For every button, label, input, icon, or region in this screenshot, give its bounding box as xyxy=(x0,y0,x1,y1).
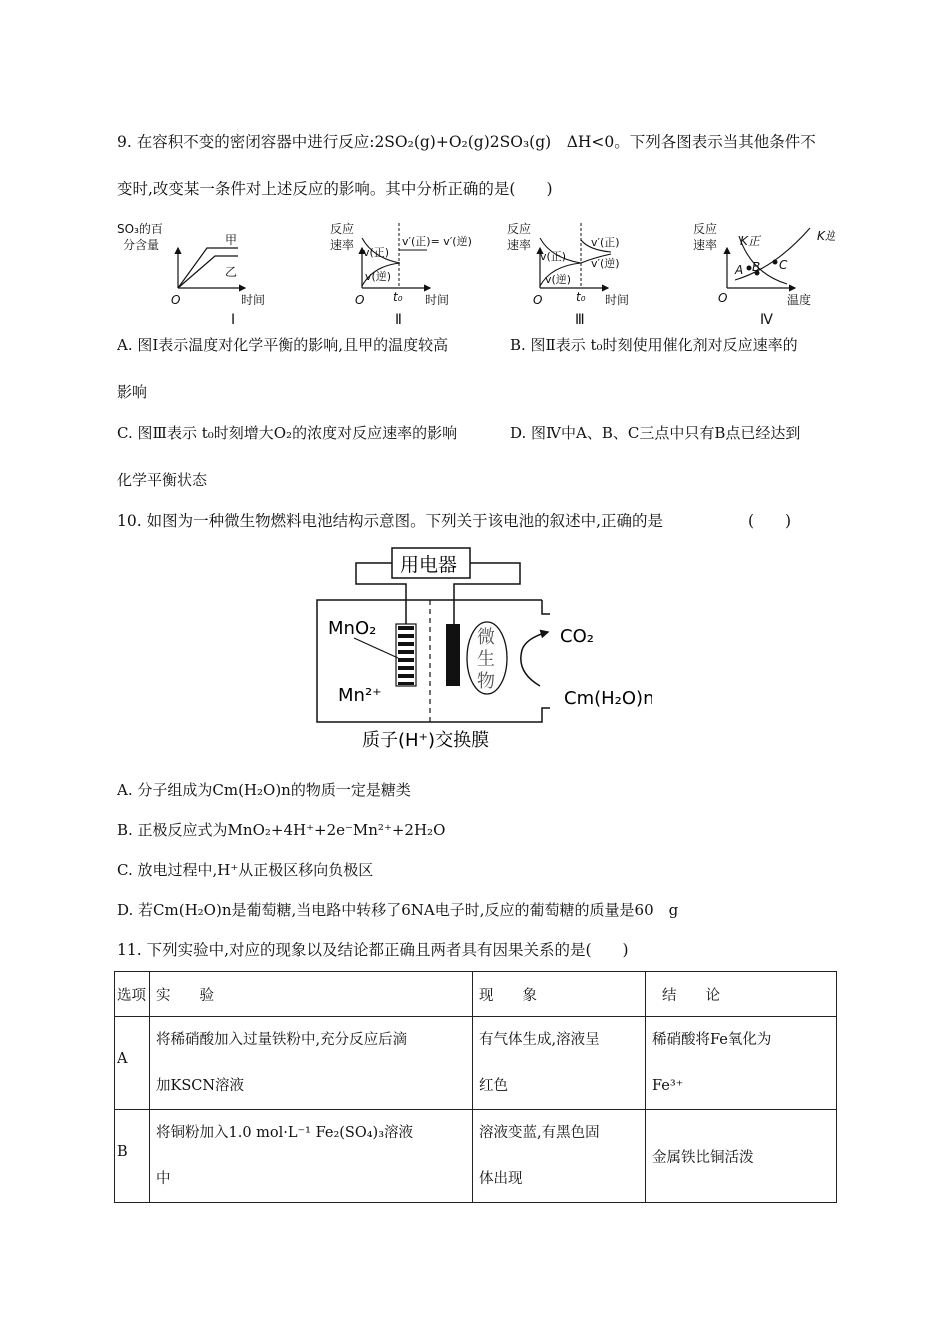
fig4-point-c-label: C xyxy=(779,258,788,272)
figure-2 xyxy=(330,221,472,328)
table-row xyxy=(115,1017,837,1110)
flow-arrow xyxy=(521,632,548,686)
fig3-after-forward-label: v′(正) xyxy=(591,236,620,249)
header-experiment: 实 验 xyxy=(150,972,473,1017)
row-a-phenomenon-line1: 有气体生成,溶液呈 xyxy=(479,1032,600,1048)
q10-paren: ( ) xyxy=(748,512,792,530)
q9-option-b-line2: 影响 xyxy=(117,383,148,401)
fig2-origin: O xyxy=(355,293,365,307)
fig4-point-a xyxy=(747,266,752,271)
fig1-origin: O xyxy=(171,293,181,307)
fig4-ylabel-line1: 反应 xyxy=(693,222,718,236)
fig3-ylabel-line1: 反应 xyxy=(507,222,532,236)
row-b-experiment-line2: 中 xyxy=(156,1171,171,1187)
fig4-k-reverse-label: K逆 xyxy=(817,229,835,243)
fig2-forward-label: v(正) xyxy=(363,246,390,259)
microbe-char-3: 物 xyxy=(477,671,495,692)
battery-svg xyxy=(312,546,652,756)
q9-option-b-line1: B. 图Ⅱ表示 t₀时刻使用催化剂对反应速率的 xyxy=(510,336,798,354)
fig3-origin: O xyxy=(533,293,543,307)
row-a-conclusion-line2: Fe³⁺ xyxy=(652,1078,684,1094)
membrane-label: 质子(H⁺)交换膜 xyxy=(362,730,490,751)
q10-option-b: B. 正极反应式为MnO₂+4H⁺+2e⁻Mn²⁺+2H₂O xyxy=(117,821,446,839)
row-b-phenomenon-line2: 体出现 xyxy=(479,1171,523,1187)
q9-stem-line1: 9. 在容积不变的密闭容器中进行反应:2SO₂(g)+O₂(g)2SO₃(g) ΔH<0。下列各图表示当其他条件不 xyxy=(117,133,816,151)
row-a-conclusion-line1: 稀硝酸将Fe氧化为 xyxy=(652,1032,772,1048)
fig3-t0: t₀ xyxy=(576,290,586,304)
q10-option-a: A. 分子组成为Cm(H₂O)n的物质一定是糖类 xyxy=(117,781,411,799)
fig2-t0: t₀ xyxy=(393,290,403,304)
figure-3 xyxy=(507,221,629,328)
fig1-roman: Ⅰ xyxy=(231,312,236,328)
q9-option-d-line1: D. 图Ⅳ中A、B、C三点中只有B点已经达到 xyxy=(510,424,801,442)
microbe-char-1: 微 xyxy=(477,627,495,648)
fig3-forward-label: v(正) xyxy=(540,250,567,263)
q9-stem-line2: 变时,改变某一条件对上述反应的影响。其中分析正确的是( ) xyxy=(117,180,553,198)
q10-diagram xyxy=(312,546,652,760)
fig2-ylabel-line2: 速率 xyxy=(330,238,355,252)
fig1-ylabel-line1: SO₃的百 xyxy=(117,222,163,236)
q9-figures-svg xyxy=(115,218,835,330)
fig2-reverse-label: v(逆) xyxy=(365,270,392,283)
table-row xyxy=(115,1110,837,1203)
fig4-point-b-label: B xyxy=(752,260,761,274)
q9-option-c: C. 图Ⅲ表示 t₀时刻增大O₂的浓度对反应速率的影响 xyxy=(117,424,458,442)
device-label: 用电器 xyxy=(400,554,458,576)
fig4-roman: Ⅳ xyxy=(760,312,773,328)
fig1-xlabel: 时间 xyxy=(241,293,266,307)
q11-table xyxy=(114,971,837,1203)
fig1-series-jia: 甲 xyxy=(225,233,238,247)
mno2-pointer xyxy=(354,638,398,658)
fig3-roman: Ⅲ xyxy=(575,312,585,328)
fig3-ylabel-line2: 速率 xyxy=(507,238,532,252)
substrate-label: Cm(H₂O)n xyxy=(564,688,652,709)
header-conclusion: 结 论 xyxy=(646,972,837,1017)
header-option: 选项 xyxy=(115,972,150,1017)
fig2-after-label: v′(正)= v′(逆) xyxy=(402,235,472,248)
fig4-point-a-label: A xyxy=(735,263,744,277)
q10-option-c: C. 放电过程中,H⁺从正极区移向负极区 xyxy=(117,861,374,879)
fig4-k-forward-label: K正 xyxy=(740,234,760,248)
microbe-char-2: 生 xyxy=(477,649,495,670)
fig3-after-reverse-label: v′(逆) xyxy=(591,257,620,270)
co2-label: CO₂ xyxy=(560,626,594,647)
fig2-ylabel-line1: 反应 xyxy=(330,222,355,236)
fig1-series-yi: 乙 xyxy=(225,265,238,279)
q9-option-a: A. 图Ⅰ表示温度对化学平衡的影响,且甲的温度较高 xyxy=(117,336,449,354)
table-header-row xyxy=(115,972,837,1017)
fig3-xlabel: 时间 xyxy=(605,293,630,307)
mno2-label: MnO₂ xyxy=(328,618,377,639)
row-b-experiment-line1: 将铜粉加入1.0 mol·L⁻¹ Fe₂(SO₄)₃溶液 xyxy=(156,1125,414,1141)
row-a-experiment-line1: 将稀硝酸加入过量铁粉中,充分反应后滴 xyxy=(156,1032,408,1048)
q9-figures xyxy=(115,218,835,330)
fig1-ylabel-line2: 分含量 xyxy=(123,238,160,252)
q9-option-d-line2: 化学平衡状态 xyxy=(117,471,208,489)
fig4-point-c xyxy=(773,260,778,265)
row-b-conclusion: 金属铁比铜活泼 xyxy=(652,1149,754,1166)
row-a-phenomenon-line2: 红色 xyxy=(479,1078,508,1094)
fig2-roman: Ⅱ xyxy=(395,312,402,328)
q10-option-d: D. 若Cm(H₂O)n是葡萄糖,当电路中转移了6NA电子时,反应的葡萄糖的质量是60 g xyxy=(117,901,679,919)
figure-1 xyxy=(117,222,265,328)
row-a-experiment-line2: 加KSCN溶液 xyxy=(156,1078,245,1094)
q11-stem: 11. 下列实验中,对应的现象以及结论都正确且两者具有因果关系的是( ) xyxy=(117,941,629,959)
row-b-phenomenon-line1: 溶液变蓝,有黑色固 xyxy=(479,1125,600,1141)
fig4-xlabel: 温度 xyxy=(787,293,812,307)
fig4-ylabel-line2: 速率 xyxy=(693,238,718,252)
row-a-option: A xyxy=(117,1051,128,1067)
q10-stem: 10. 如图为一种微生物燃料电池结构示意图。下列关于该电池的叙述中,正确的是 xyxy=(117,512,664,530)
fig2-xlabel: 时间 xyxy=(425,293,450,307)
negative-electrode xyxy=(446,624,460,686)
figure-4 xyxy=(693,221,835,328)
fig3-reverse-label: v(逆) xyxy=(545,273,572,286)
row-b-option: B xyxy=(117,1144,128,1160)
fig4-origin: O xyxy=(718,291,728,305)
header-phenomenon: 现 象 xyxy=(473,972,646,1017)
mn2-label: Mn²⁺ xyxy=(338,685,382,706)
